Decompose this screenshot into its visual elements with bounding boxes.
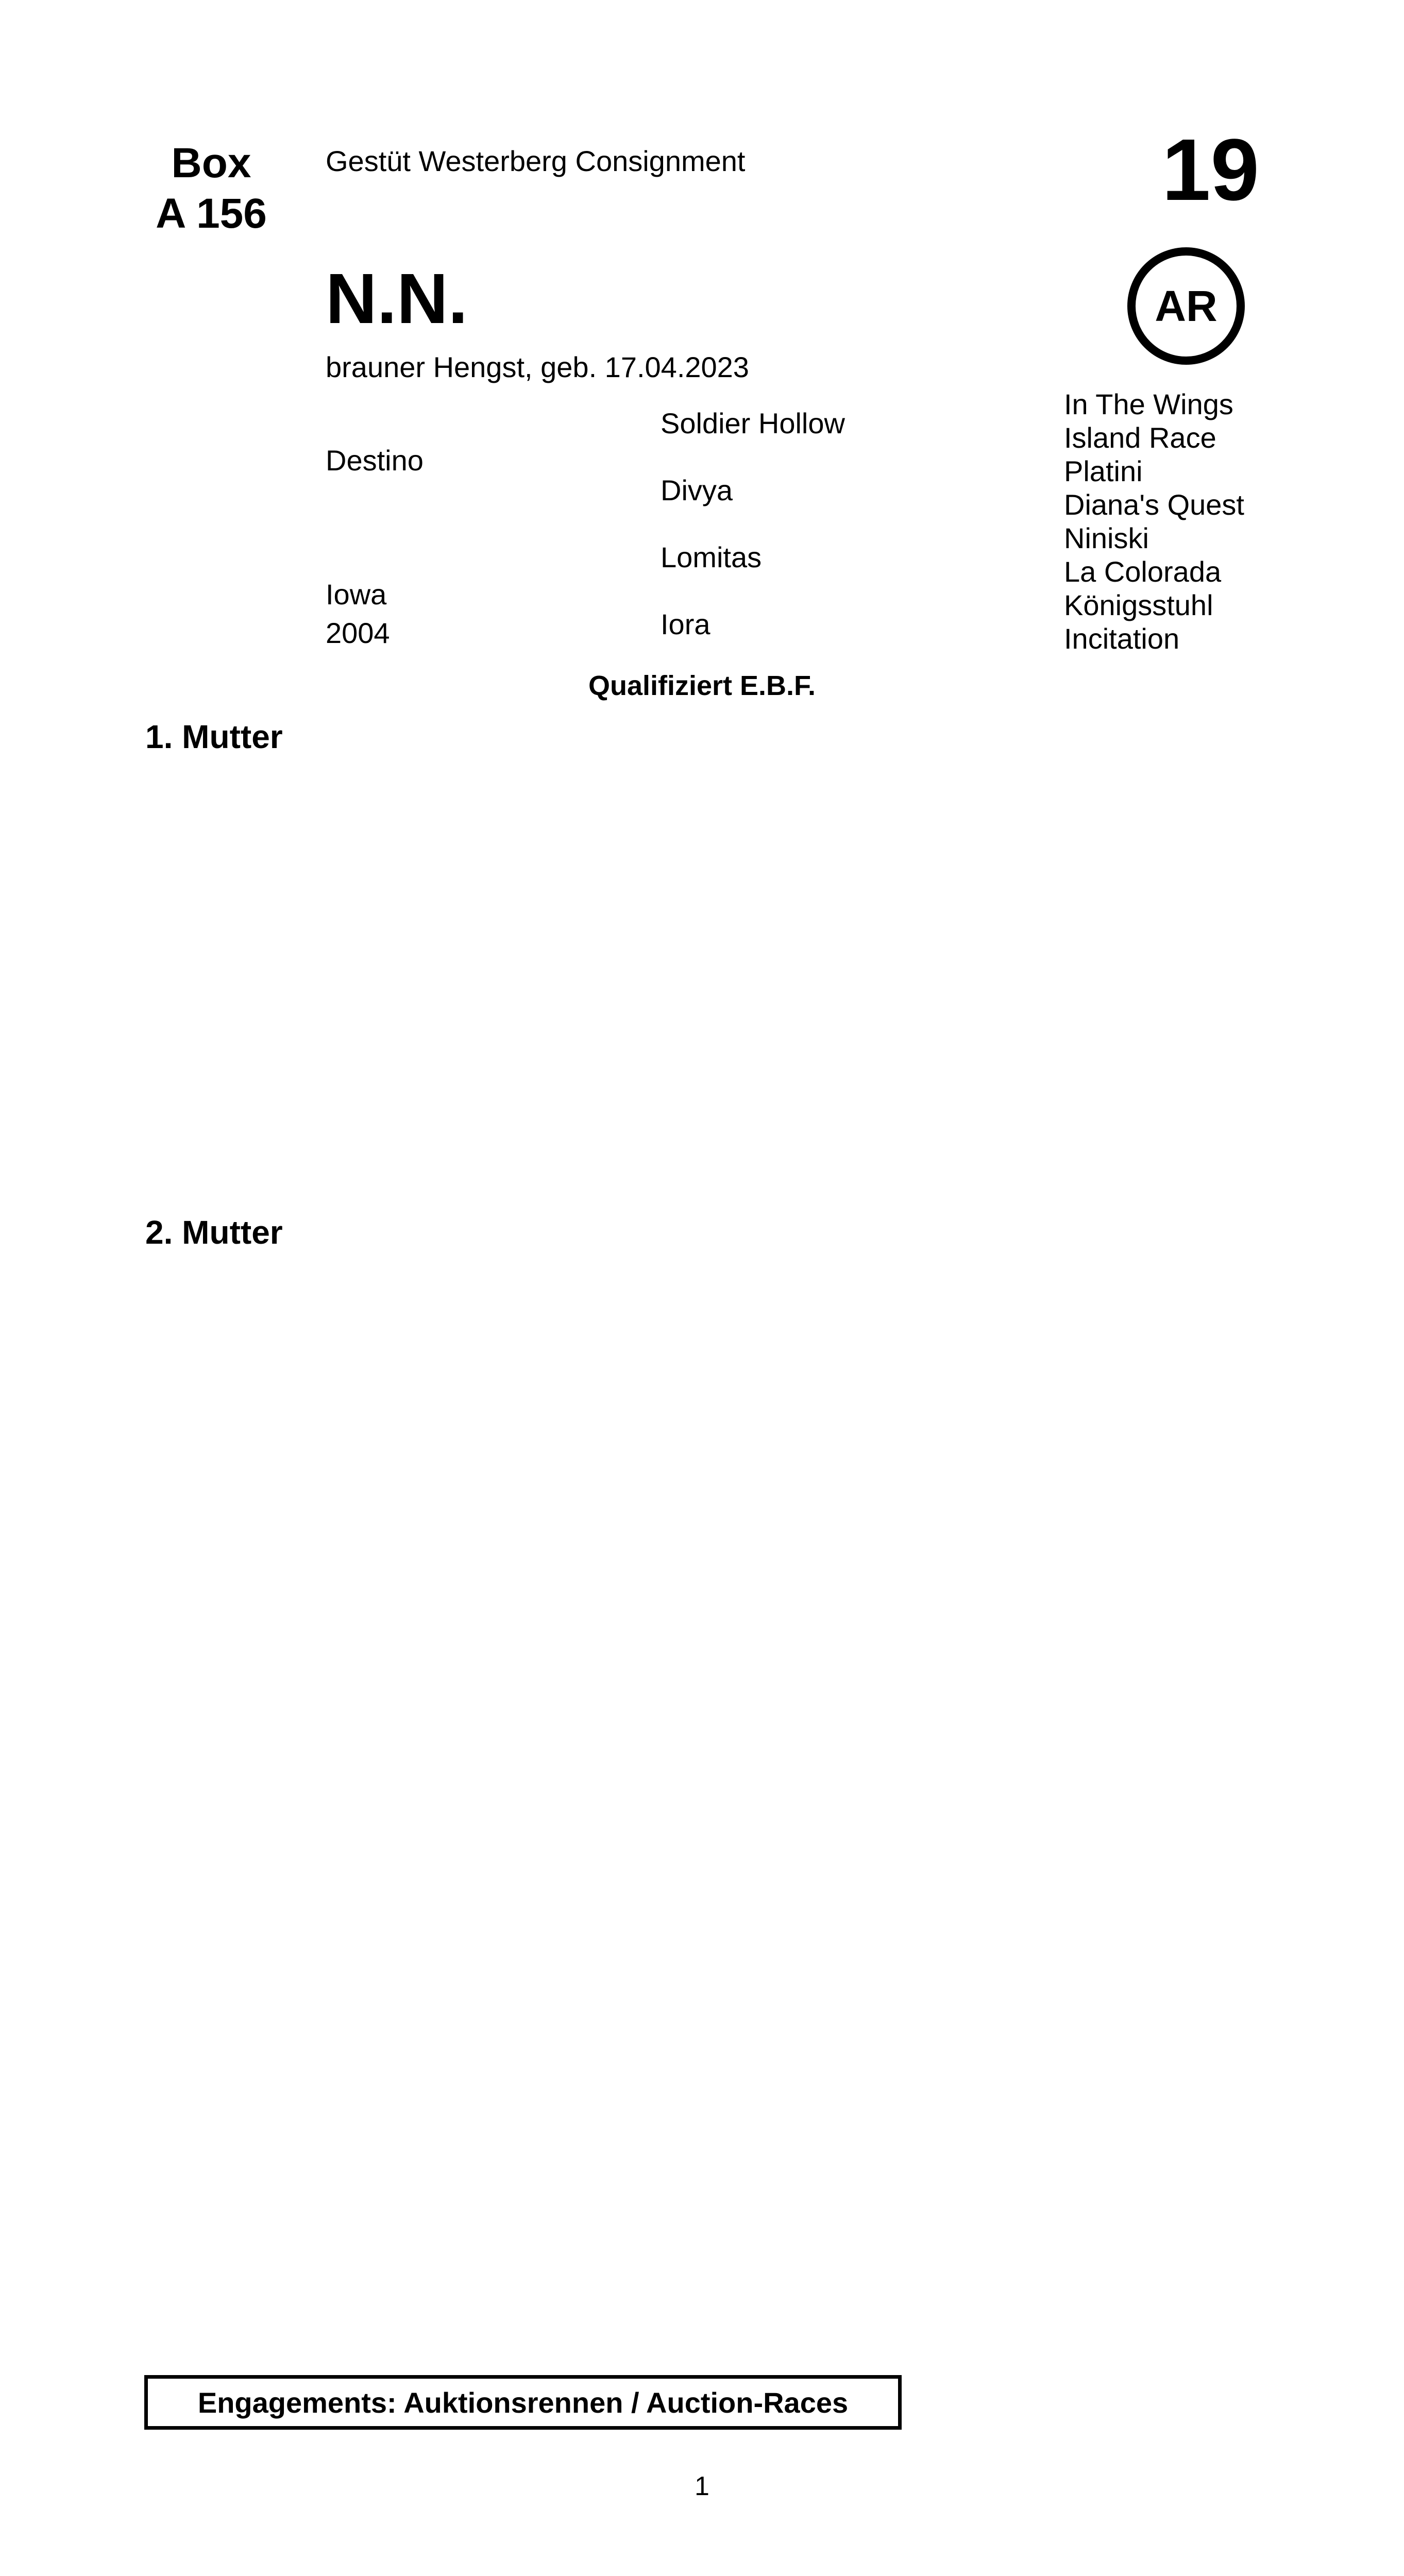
pedigree-gen3-item: La Colorada [1064,555,1222,588]
pedigree-gen2-item: Lomitas [661,541,762,573]
pedigree-gen2-item: Divya [661,474,733,506]
horse-description: brauner Hengst, geb. 17.04.2023 [326,351,749,383]
engagements-label: Engagements: Auktionsrennen / Auction-Races [197,2386,849,2419]
ar-badge-text: AR [1155,281,1217,330]
pedigree-dam: Iowa [326,578,387,611]
section-title-mutter1: 1. Mutter [145,718,283,755]
pedigree-gen3-item: Platini [1064,455,1143,487]
lot-number: 19 [1162,121,1260,219]
pedigree-gen2-item: Soldier Hollow [661,407,845,439]
pedigree-sire: Destino [326,444,424,477]
pedigree-dam-year: 2004 [326,617,390,649]
ar-badge [1127,247,1245,365]
engagements-box [144,2375,902,2430]
box-label-line2: A 156 [156,190,267,237]
pedigree-gen3-item: Incitation [1064,622,1180,655]
pedigree-gen3 [1064,387,1244,655]
pedigree-gen3-item: Königsstuhl [1064,589,1213,621]
qualification-note: Qualifiziert E.B.F. [588,670,816,701]
box-label-line1: Box [171,140,251,187]
pedigree-gen3-item: In The Wings [1064,388,1233,420]
page-number: 1 [695,2471,709,2501]
pedigree-gen3-item: Island Race [1064,421,1216,454]
pedigree-gen3-item: Diana's Quest [1064,488,1244,521]
section-title-mutter2: 2. Mutter [145,1214,283,1251]
pedigree-gen3-item: Niniski [1064,522,1149,554]
box-label [144,138,278,239]
consignor: Gestüt Westerberg Consignment [326,145,746,177]
horse-name: N.N. [326,259,468,338]
pedigree-gen2-item: Iora [661,608,711,640]
